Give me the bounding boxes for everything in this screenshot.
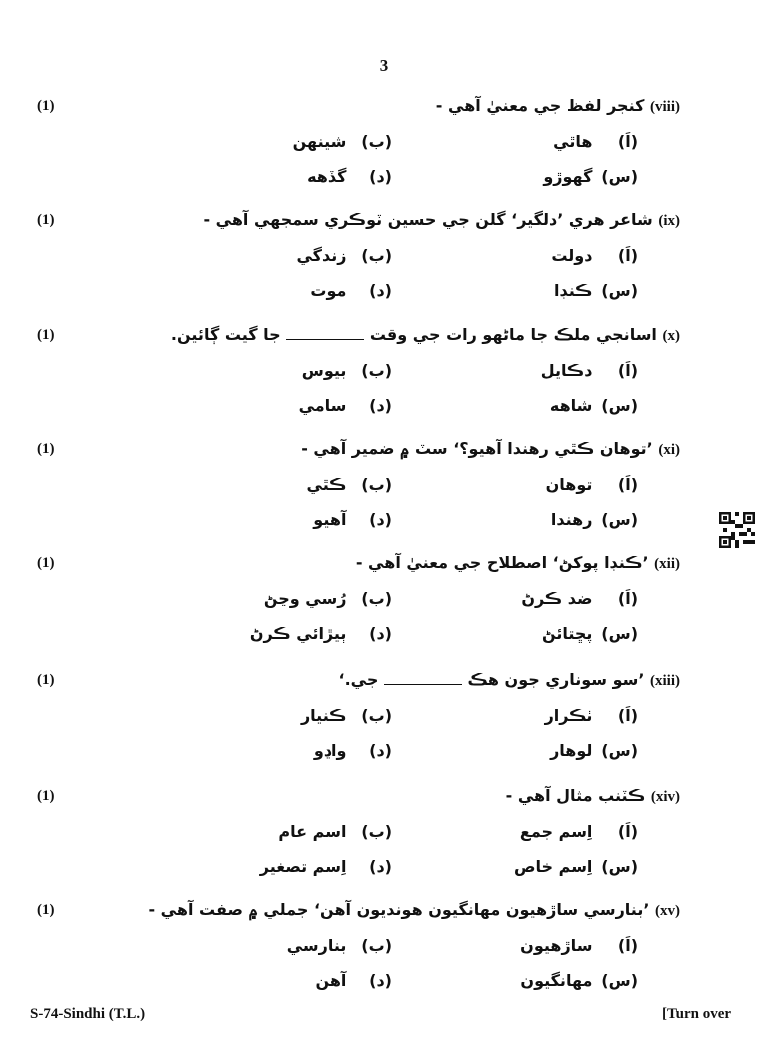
option-d-text: اِسم تصغير	[259, 857, 347, 876]
option-b-label: (ب)	[361, 361, 392, 380]
option-a-text: ٺڪرار	[544, 706, 593, 725]
option-a-label: (اَ)	[617, 822, 638, 841]
option-a-text: توهان	[545, 475, 593, 494]
question-stem	[339, 670, 680, 690]
question-stem	[356, 553, 680, 573]
option-c-text: شاهه	[549, 396, 593, 415]
option-b	[296, 246, 392, 265]
option-d-text: سامي	[298, 396, 347, 415]
option-b-text: بنارسي	[286, 936, 347, 955]
question-block	[0, 555, 768, 665]
question-text: ’توهان ڪٿي رهندا آهيو؟‘ سٽ ۾ ضمير آهي -	[301, 439, 653, 458]
option-d-text: گڏهه	[307, 167, 347, 186]
option-a	[546, 475, 638, 494]
question-marks: (1)	[37, 672, 55, 688]
option-c-text: رهندا	[550, 510, 593, 529]
question-text: ’بنارسي ساڙهيون مهانگيون هونديون آهن‘ جملي ۾ صفت آهي -	[148, 900, 650, 919]
option-d	[299, 396, 392, 415]
option-d	[313, 510, 392, 529]
question-text: ’سو سوناري جون هڪ	[467, 670, 645, 689]
question-text: كنجر لفظ جي معنيٰ آهي -	[435, 96, 645, 115]
option-a-label: (اَ)	[617, 132, 638, 151]
question-stem	[301, 439, 680, 459]
option-a	[520, 936, 638, 955]
option-b	[287, 936, 392, 955]
option-c-label: (س)	[601, 396, 638, 415]
option-a	[551, 246, 638, 265]
option-b-label: (ب)	[361, 589, 392, 608]
question-block	[0, 327, 768, 437]
question-block	[0, 902, 768, 1012]
option-b-label: (ب)	[361, 706, 392, 725]
option-a	[541, 361, 638, 380]
question-number: (xiii)	[649, 673, 680, 689]
option-c	[550, 396, 638, 415]
option-a-label: (اَ)	[617, 589, 638, 608]
option-d	[314, 741, 392, 760]
question-stem	[436, 96, 680, 116]
question-text: ’ڪنڊا پوکڻ‘ اصطلاح جي معنيٰ آهي -	[355, 553, 649, 572]
option-c-label: (س)	[601, 167, 638, 186]
option-c	[554, 281, 638, 300]
option-c-text: مهانگيون	[520, 971, 593, 990]
option-b-text: ڪٿي	[306, 475, 347, 494]
option-b	[301, 706, 392, 725]
question-block	[0, 441, 768, 551]
option-a	[520, 822, 638, 841]
option-d	[315, 971, 392, 990]
option-b	[302, 361, 392, 380]
option-c	[542, 624, 638, 643]
question-number: (xii)	[654, 556, 680, 572]
option-a-text: ضد ڪرڻ	[521, 589, 593, 608]
option-b-label: (ب)	[361, 822, 392, 841]
question-marks: (1)	[37, 327, 55, 343]
fill-blank	[286, 327, 364, 340]
page-number: 3	[379, 56, 389, 75]
option-c-label: (س)	[601, 857, 638, 876]
question-text: ڪٽنب مثال آهي -	[505, 786, 646, 805]
option-a	[545, 706, 638, 725]
option-d	[260, 857, 392, 876]
option-b	[278, 822, 392, 841]
question-stem	[148, 900, 680, 920]
question-number: (xi)	[658, 442, 680, 458]
option-c-label: (س)	[601, 624, 638, 643]
option-b-text: بيوس	[301, 361, 347, 380]
option-c-label: (س)	[601, 510, 638, 529]
option-d-label: (د)	[369, 741, 392, 760]
question-stem	[203, 210, 680, 230]
question-marks: (1)	[37, 788, 55, 804]
option-b-text: رُسي وڃڻ	[263, 589, 347, 608]
question-number: (ix)	[658, 213, 680, 229]
option-c-label: (س)	[601, 281, 638, 300]
option-a-label: (اَ)	[617, 246, 638, 265]
option-a-text: هاٿي	[553, 132, 593, 151]
option-a-text: دڪايل	[540, 361, 593, 380]
option-c	[543, 167, 638, 186]
option-a-label: (اَ)	[617, 475, 638, 494]
question-stem	[506, 786, 680, 806]
option-b	[264, 589, 392, 608]
option-c	[551, 510, 638, 529]
option-c	[514, 857, 638, 876]
option-c-label: (س)	[601, 741, 638, 760]
question-block	[0, 212, 768, 322]
option-d-text: آهن	[315, 971, 347, 990]
option-a-text: ساڙهيون	[520, 936, 593, 955]
option-b-text: زندگي	[296, 246, 347, 265]
question-marks: (1)	[37, 212, 55, 228]
option-a-label: (اَ)	[617, 361, 638, 380]
question-marks: (1)	[37, 902, 55, 918]
option-d-text: موت	[310, 281, 347, 300]
option-d-label: (د)	[369, 396, 392, 415]
option-c-text: لوهار	[550, 741, 593, 760]
option-b-label: (ب)	[361, 475, 392, 494]
option-b	[293, 132, 392, 151]
turn-over-note: [Turn over	[662, 1006, 732, 1022]
option-d-label: (د)	[369, 971, 392, 990]
option-a	[553, 132, 638, 151]
option-a-label: (اَ)	[617, 936, 638, 955]
question-number: (xiv)	[650, 789, 680, 805]
option-d-label: (د)	[369, 167, 392, 186]
option-b	[307, 475, 392, 494]
option-c-text: ڪنڊا	[553, 281, 593, 300]
option-d-text: ٻيڙائي ڪرڻ	[249, 624, 347, 643]
option-c-text: گهوڙو	[543, 167, 593, 186]
question-block	[0, 788, 768, 898]
question-block	[0, 98, 768, 208]
option-b-label: (ب)	[361, 936, 392, 955]
question-number: (xv)	[655, 903, 680, 919]
paper-code: S-74-Sindhi (T.L.)	[30, 1006, 146, 1022]
question-marks: (1)	[37, 441, 55, 457]
option-d-label: (د)	[369, 624, 392, 643]
question-text-after: جي.‘	[338, 670, 379, 689]
option-a	[521, 589, 638, 608]
option-b-label: (ب)	[361, 246, 392, 265]
option-d	[310, 281, 392, 300]
question-marks: (1)	[37, 98, 55, 114]
option-b-text: شينهن	[292, 132, 347, 151]
question-text: اسانجي ملڪ جا ماڻهو رات جي وقت	[369, 325, 657, 344]
option-d-text: واڍو	[313, 741, 347, 760]
option-b-label: (ب)	[361, 132, 392, 151]
question-number: (x)	[662, 328, 680, 344]
option-c	[520, 971, 638, 990]
fill-blank	[384, 672, 462, 685]
option-b-text: ڪنيار	[300, 706, 347, 725]
option-d-text: آهيو	[313, 510, 347, 529]
option-d	[307, 167, 392, 186]
option-a-text: اِسم جمع	[519, 822, 593, 841]
question-text-after: جا گيت ڳائين.	[170, 325, 281, 344]
option-d-label: (د)	[369, 510, 392, 529]
option-d	[250, 624, 392, 643]
question-text: شاعر هري ’دلگير‘ گلن جي حسين ٽوڪري سمجهي آهي -	[203, 210, 653, 229]
option-a-text: دولت	[551, 246, 593, 265]
option-b-text: اسم عام	[278, 822, 347, 841]
question-number: (viii)	[649, 99, 680, 115]
option-c	[550, 741, 638, 760]
option-c-text: پڇتائڻ	[541, 624, 593, 643]
option-d-label: (د)	[369, 281, 392, 300]
question-block	[0, 672, 768, 782]
qr-code-icon	[719, 512, 755, 548]
option-c-text: اِسم خاص	[514, 857, 593, 876]
question-stem	[171, 325, 680, 345]
question-marks: (1)	[37, 555, 55, 571]
option-a-label: (اَ)	[617, 706, 638, 725]
option-d-label: (د)	[369, 857, 392, 876]
option-c-label: (س)	[601, 971, 638, 990]
